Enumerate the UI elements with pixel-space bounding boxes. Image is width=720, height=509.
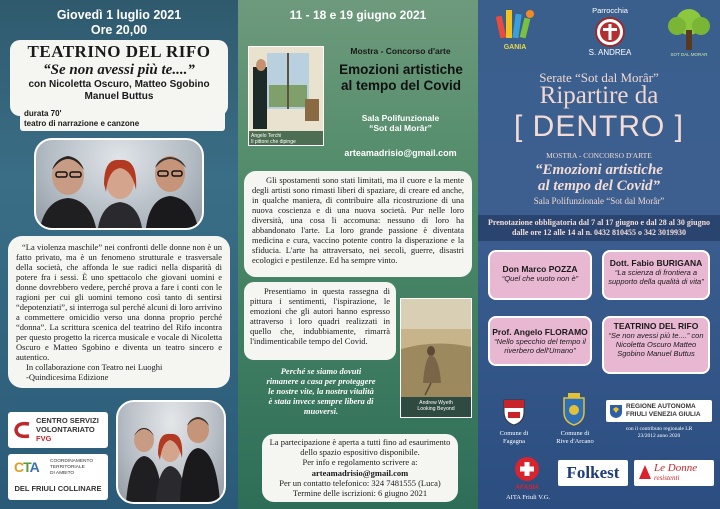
exhibition-dates: 11 - 18 e 19 giugno 2021 (289, 8, 427, 22)
regione-fvg-logo (606, 400, 712, 422)
performers-photo-small (116, 400, 226, 504)
wyeth-credit-author: Andrew Wyeth (419, 400, 453, 406)
speaker-name: Don Marco POZZA (502, 264, 578, 274)
speaker-card-pozza (488, 250, 592, 300)
exhibition-description: Gli spostamenti sono stati limitati, ma il cuore e la mente degli artisti sono rimasti liberi di spaziare, di creare ed anche, in qualche maniera, di contribuire alla ricostruzione di una nuova coscienza e di una nuova società. Pur nelle loro diversità, una cosa li accomuna: nessuno di loro ha abbandonato l'arte. La loro grande passione è diventata medicina e cura, vaccino potente contro la disperazione e la sfiducia. L'arte ha attraversato, nei secoli, guerre, disastri ecologici e pestilenze. Ed ha sempre vinto. (252, 175, 464, 265)
cta-logo (8, 454, 108, 500)
speaker-name: Prof. Angelo FLORAMO (492, 327, 588, 337)
woman-in-field-icon (401, 299, 471, 397)
show-duration: durata 70' (24, 109, 62, 118)
exhibition-name (478, 162, 720, 194)
exhibition-title-line-2: al tempo del Covid (340, 78, 462, 93)
exhibition-description-box (244, 171, 472, 277)
speaker-card-floramo (488, 316, 592, 366)
donne-triangle-icon (638, 464, 652, 480)
venue-line-1: Sala Polifunzionale (361, 113, 440, 123)
regione-text-2: FRIULI VENEZIA GIULIA (626, 410, 701, 418)
afasia-text: AFASIA (515, 484, 539, 491)
donne-text-2: resistenti (654, 474, 680, 482)
registration-deadline: Termine delle iscrizioni: 6 giugno 2021 (292, 488, 428, 499)
show-cast-line-1: con Nicoletta Oscuro, Matteo Sgobino (28, 79, 210, 90)
headline-dentro: [ DENTRO ] (513, 110, 684, 143)
exhibition-type: Mostra - Concorso d'arte (350, 46, 451, 56)
series-name: Serate “Sot dal Morâr” (539, 70, 659, 85)
cta-text-3: DI AMBITO (50, 471, 75, 476)
fagagna-label-1: Comune di (499, 430, 529, 437)
parish-seal-icon (595, 17, 625, 47)
folkest-text: Folkest (566, 463, 620, 482)
rive-arcano-label-2: Rive d'Arcano (556, 437, 594, 445)
gania-logo-text: GANIA (503, 44, 527, 51)
speaker-card-burigana (602, 250, 710, 300)
csv-text-3: FVG (36, 434, 52, 443)
fagagna-coat-of-arms-icon (502, 396, 526, 426)
cta-text-4: DEL FRIULI COLLINARE (14, 484, 102, 493)
csv-swirl-icon (13, 420, 33, 440)
show-header-box (10, 40, 228, 116)
registration-open: La partecipazione è aperta a tutti fino ad esaurimento dello spazio espositivo disponibile. (269, 437, 451, 458)
painter-at-window-icon (249, 47, 323, 131)
speaker-card-teatrino (602, 316, 710, 374)
csv-text-1: CENTRO SERVIZI (36, 416, 99, 425)
show-description-box (8, 236, 230, 388)
collaboration-note: In collaborazione con Teatro nei Luoghi (26, 362, 163, 372)
exhibition-label: MOSTRA - CONCORSO D'ARTE (546, 151, 652, 160)
donne-resistenti-logo (634, 460, 714, 486)
folkest-logo (558, 460, 628, 486)
tree-icon (664, 6, 714, 52)
headline-ripartire: Ripartire da (539, 82, 659, 109)
speaker-topic: “Nello specchio del tempo il riverbero dell'Umano” (494, 337, 586, 355)
contributo-text-1: con il contributo regionale LR (625, 426, 693, 432)
registration-email-link[interactable]: arteamadrisio@gmail.com (311, 467, 409, 478)
regione-text-1: REGIONE AUTONOMA (626, 403, 696, 410)
show-duration-box (20, 107, 225, 131)
edition-note: -Quindicesima Edizione (26, 372, 109, 382)
csv-text-2: VOLONTARIATO (36, 425, 95, 434)
event-date-block (0, 8, 238, 38)
show-cast-line-2: Manuel Buttus (84, 91, 154, 102)
fagagna-label-2: Fagagna (502, 437, 526, 445)
performers-small-figures-icon (118, 402, 224, 502)
rive-arcano-coat-of-arms-icon (562, 392, 586, 426)
exhibition-presentation: Presentiamo in questa rassegna di pittura i sentimenti, l'ispirazione, le emozioni che gli autori hanno espresso attraverso i loro quadri realizzati in quello che, indubbiamente, rimarrà l'indimenticabile tempo del Covid. (250, 286, 390, 346)
wyeth-credit-title: Looking Beyond (417, 406, 455, 413)
gania-logo (492, 6, 538, 56)
shield-blue-icon (562, 392, 586, 426)
show-subtitle: “Se non avessi più te....” (43, 62, 195, 78)
exhibition-quote: Perché se siamo dovuti rimanere a casa per proteggere le nostre vite, la nostra vitalità è stata invece sempre libera di muoversi. (266, 366, 376, 416)
painting-credit-author: Angelo Terchi (251, 133, 282, 139)
regione-eagle-icon (609, 403, 623, 419)
event-time: Ore 20,00 (90, 23, 148, 37)
registration-write: Per info e regolamento scrivere a: (302, 457, 418, 468)
donne-text-1: Le Donne (654, 462, 698, 474)
middle-panel (238, 0, 478, 509)
exhibition-title (326, 62, 476, 94)
performers-photo (34, 138, 204, 230)
exhibition-name-line-2: al tempo del Covid” (537, 178, 661, 194)
painting-wyeth (400, 298, 472, 418)
parish-label: Parrocchia (592, 6, 628, 15)
venue-line-2: “Sot dal Morâr” (369, 123, 432, 133)
aita-label: AITA Friuli V.G. (505, 494, 551, 501)
performers-figures-icon (36, 140, 202, 228)
exhibition-presentation-box (244, 282, 396, 360)
parish-name: S. ANDREA (588, 48, 632, 57)
exhibition-name-line-1: “Emozioni artistiche (535, 162, 663, 178)
speaker-topic: “La scienza di frontiera a supporto della qualità di vita” (608, 268, 704, 286)
contributo-label (606, 426, 712, 439)
tree-logo-text: SOT DAL MORAR (670, 52, 708, 57)
exhibition-title-line-1: Emozioni artistiche (339, 62, 463, 77)
afasia-cross-icon (514, 456, 540, 482)
parish-cross-icon (597, 19, 623, 45)
shield-red-icon (502, 396, 526, 426)
show-genre: teatro di narrazione e canzone (24, 118, 140, 128)
cta-mark-icon: CTA (14, 459, 39, 475)
speaker-name: Dott. Fabio BURIGANA (609, 258, 703, 268)
registration-info-box (262, 434, 458, 502)
sot-dal-morar-logo (664, 6, 714, 60)
fagagna-label (490, 430, 538, 445)
show-description: “La violenza maschile” nei confronti delle donne non è un fatto privato, ma è un fenomeno strutturale e trasversale della società, che affonda le sue radici nella disparità di potere fra i sessi. È uno spettacolo che giovani uomini e donne dovrebbero vedere, perché prova a fare i conti con le ragioni per cui gli uomini temono così tanto di sentirsi “depotenziati”, si interroga sul perché alcuni di loro arrivino a commettere omicidio verso una donna proprio perché “donna”. La scrittura scenica del teatrino del Rifo incontra per questo progetto la ricerca musicale e vocale di Nicoletta Oscuro e Matteo Sgobino e diventa un teatro sincero e autentico. (16, 242, 222, 362)
speaker-topic: “Se non avessi più te....” con Nicoletta Oscuro Matteo Sgobino Manuel Buttus (608, 331, 704, 358)
csv-logo (8, 412, 108, 448)
cta-text-1: COORDINAMENTO (50, 459, 94, 464)
booking-info: Prenotazione obbligatoria dal 7 al 17 giugno e dal 28 al 30 giugno dalle ore 12 alle 14 al n. 0432 810455 o 342 3019930 (478, 215, 720, 241)
speaker-name: TEATRINO DEL RIFO (613, 321, 699, 331)
left-panel (0, 0, 238, 509)
registration-phone: Per un contatto telefonico: 324 7481555 (Luca) (279, 477, 441, 488)
gania-colorful-icon (492, 6, 538, 46)
contact-email-link[interactable]: arteamadrisio@gmail.com (344, 148, 457, 158)
painting-credit-title: Il pittore che dipinge (251, 139, 296, 145)
right-panel (478, 0, 720, 509)
afasia-logo (504, 456, 550, 506)
contributo-text-2: 23/2012 anno 2020 (637, 432, 681, 439)
show-title: TEATRINO DEL RIFO (27, 42, 211, 61)
rive-arcano-label (550, 430, 600, 445)
cta-text-2: TERRITORIALE (50, 465, 85, 470)
event-date: Giovedì 1 luglio 2021 (56, 8, 182, 22)
venue-name: Sala Polifunzionale “Sot dal Morâr” (533, 196, 665, 206)
speaker-topic: “Quel che vuoto non è” (501, 274, 579, 283)
rive-arcano-label-1: Comune di (560, 430, 590, 437)
exhibition-venue (328, 113, 473, 133)
painting-terchi (248, 46, 324, 146)
